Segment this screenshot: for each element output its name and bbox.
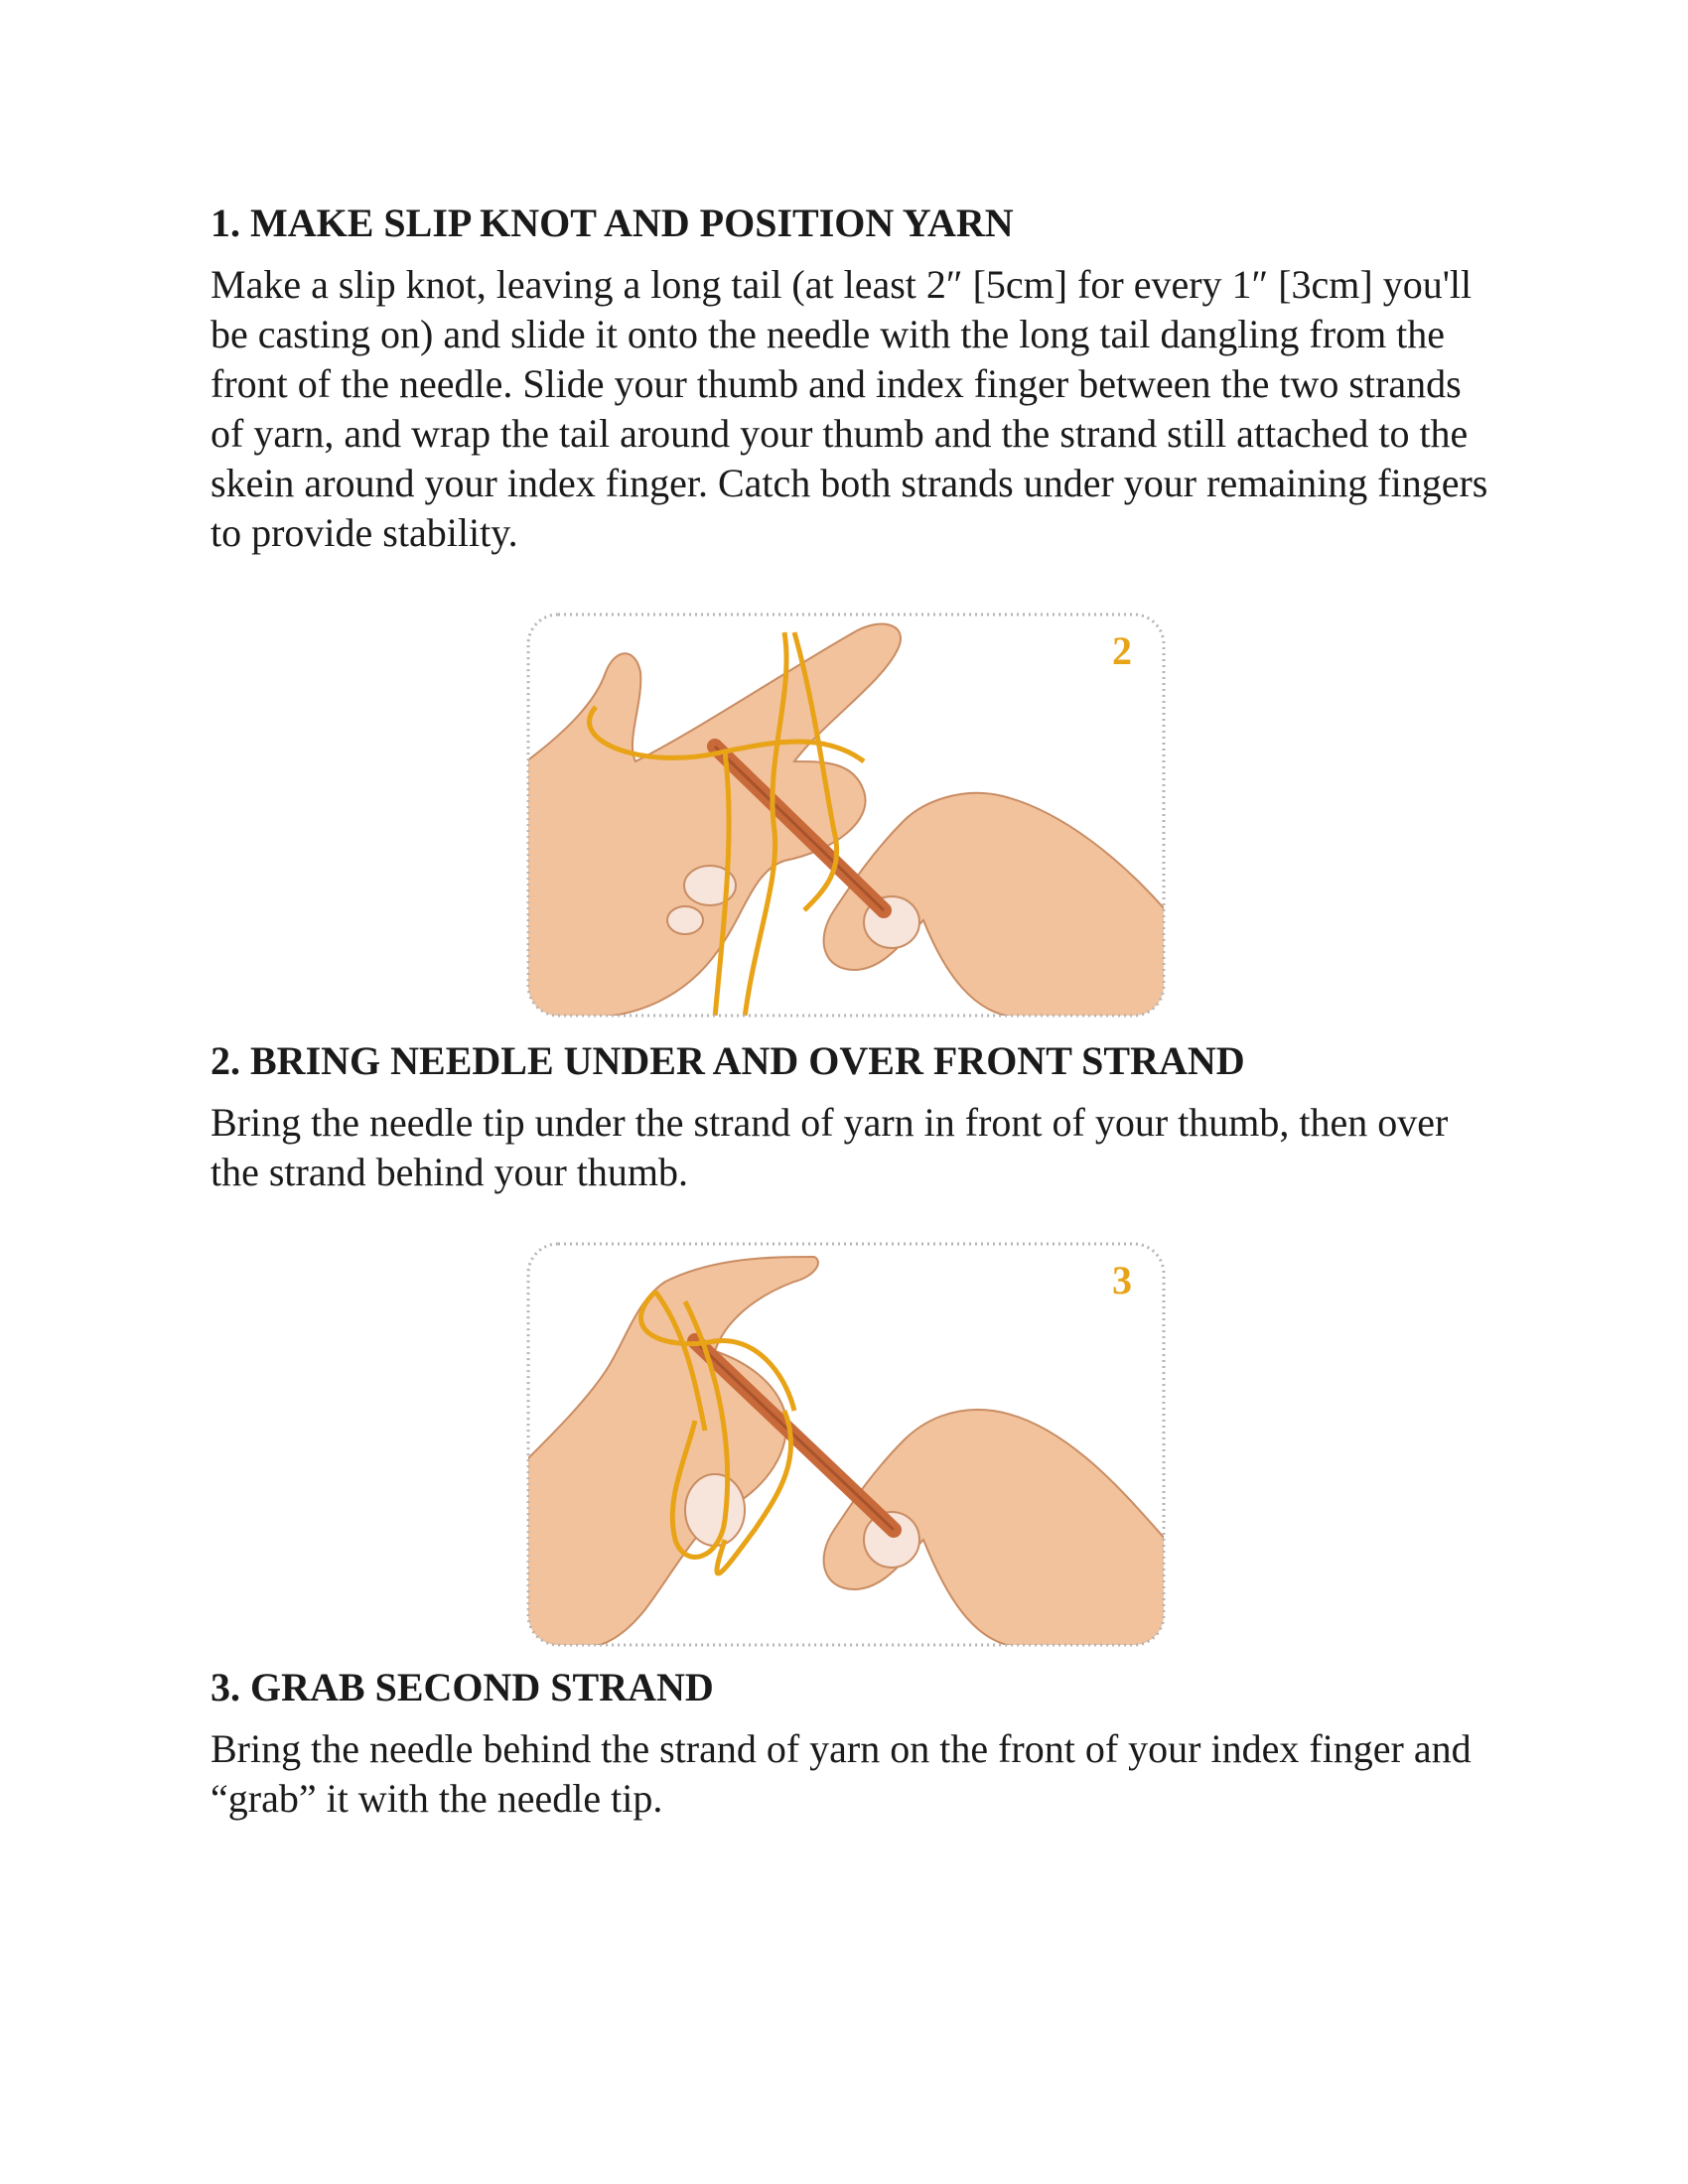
section-3-heading: 3. GRAB SECOND STRAND xyxy=(211,1665,714,1709)
step-number-label: 2 xyxy=(1112,628,1132,673)
nail-shape xyxy=(685,1474,745,1546)
illustration-step-3 xyxy=(526,1242,1166,1647)
section-3-body: Bring the needle behind the strand of yarn on the front of your index finger and “grab” it with the needle tip. xyxy=(211,1726,1472,1821)
section-1-heading: 1. MAKE SLIP KNOT AND POSITION YARN xyxy=(211,201,1014,245)
nail-shape xyxy=(667,906,703,934)
section-1-body: Make a slip knot, leaving a long tail (at least 2″ [5cm] for every 1″ [3cm] you'll be casting on) and slide it onto the needle with the long tail dangling from the front of the needle. Slide your thumb and index finger between the two strands of yarn, and wrap the tail around your thumb and the strand still attached to the skein around your index finger. Catch both strands under your remaining fingers to provide stability. xyxy=(211,262,1488,555)
step-number-label: 3 xyxy=(1112,1258,1132,1302)
section-2-body: Bring the needle tip under the strand of yarn in front of your thumb, then over the strand behind your thumb. xyxy=(211,1100,1449,1194)
section-2-heading: 2. BRING NEEDLE UNDER AND OVER FRONT STRAND xyxy=(211,1038,1245,1083)
illustration-step-2 xyxy=(526,613,1166,1018)
